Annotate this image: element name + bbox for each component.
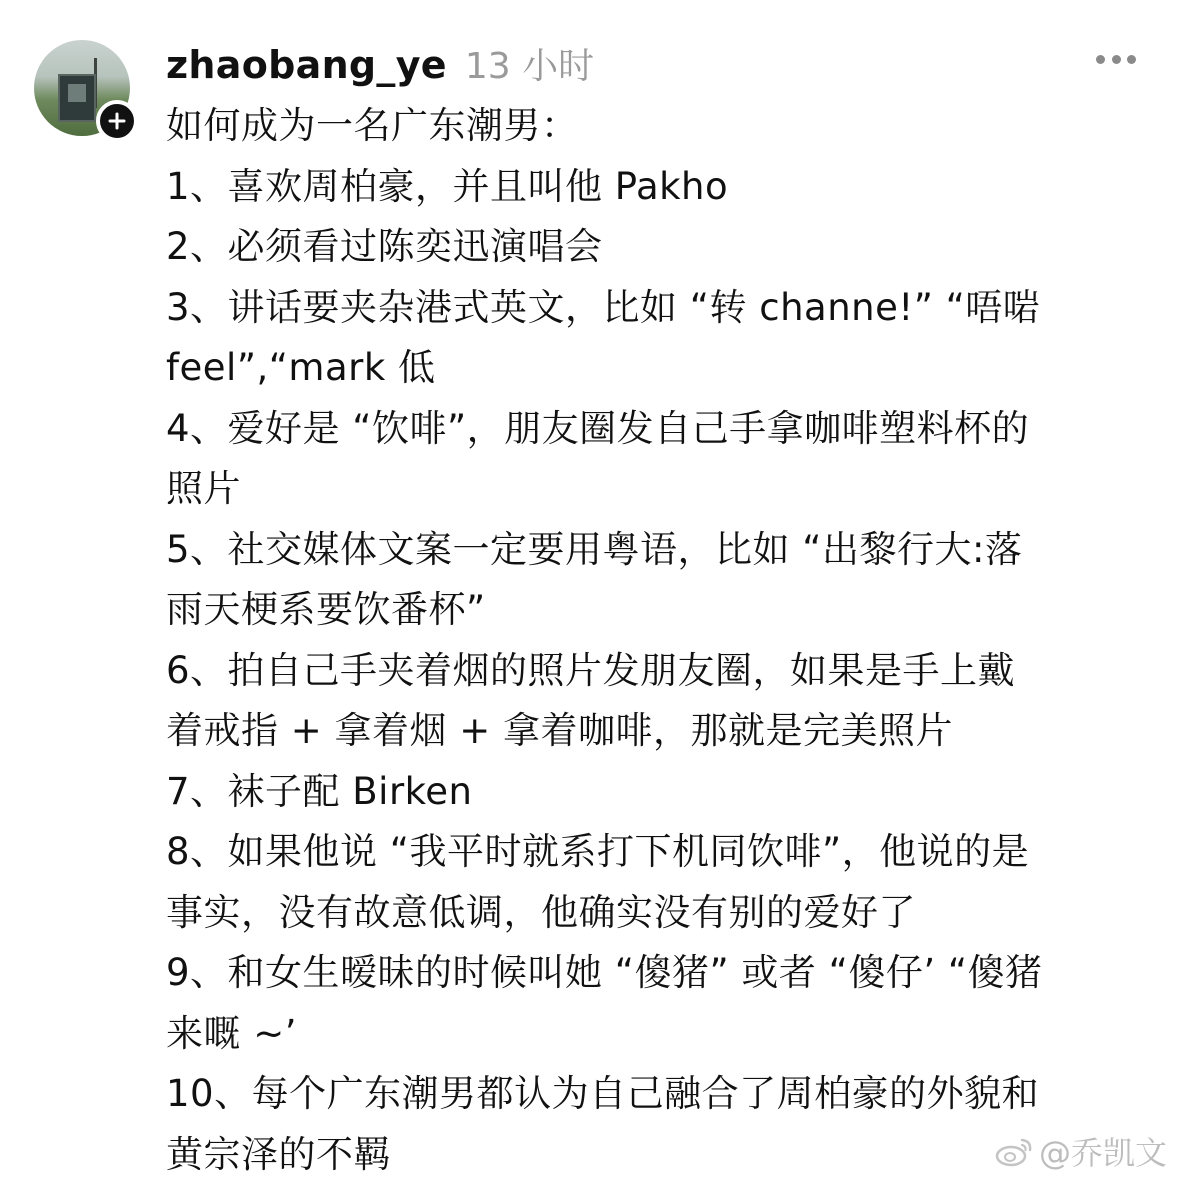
post-text-line: 5、社交媒体文案一定要用粤语，比如 “出黎行大:落 bbox=[166, 527, 1023, 571]
post-header bbox=[166, 38, 595, 87]
plus-icon bbox=[107, 111, 127, 131]
weibo-icon bbox=[995, 1134, 1035, 1168]
post-text-line: 9、和女生暧昧的时候叫她 “傻猪” 或者 “傻仔’ “傻猪 bbox=[166, 951, 1043, 994]
dot bbox=[1127, 55, 1136, 64]
post-text-line: 6、拍自己手夹着烟的照片发朋友圈，如果是手上戴 bbox=[166, 648, 1016, 692]
post-text-line: feel”,“mark 低 bbox=[166, 346, 436, 389]
post-text-line: 来嘅 ~’ bbox=[166, 1011, 298, 1055]
post-text-line: 事实，没有故意低调，他确实没有别的爱好了 bbox=[166, 890, 916, 934]
timestamp: 13 小时 bbox=[464, 46, 595, 87]
post-text-line: 照片 bbox=[166, 467, 241, 510]
post-text-line: 着戒指 + 拿着烟 + 拿着咖啡，那就是完美照片 bbox=[166, 709, 954, 752]
post-text-line: 黄宗泽的不羁 bbox=[166, 1132, 391, 1176]
post-text-line: 雨天梗系要饮番杯” bbox=[166, 588, 486, 631]
post-text-line: 7、袜子配 Birken bbox=[166, 769, 473, 813]
avatar[interactable] bbox=[34, 40, 136, 142]
post-text-line: 2、必须看过陈奕迅演唱会 bbox=[166, 225, 603, 268]
dot bbox=[1096, 55, 1105, 64]
post-text-line: 如何成为一名广东潮男： bbox=[166, 104, 579, 147]
post-text-line: 8、如果他说 “我平时就系打下机同饮啡”，他说的是 bbox=[166, 830, 1030, 873]
more-dots-icon[interactable] bbox=[1096, 55, 1136, 65]
post-text-line: 10、每个广东潮男都认为自己融合了周柏豪的外貌和 bbox=[166, 1072, 1040, 1115]
post-text-line: 1、喜欢周柏豪，并且叫他 Pakho bbox=[166, 164, 729, 208]
post-text-line: 3、讲话要夹杂港式英文，比如 “转 channe!” “唔啱 bbox=[166, 285, 1041, 329]
follow-button[interactable] bbox=[96, 100, 138, 142]
avatar-sign bbox=[58, 74, 96, 122]
post-text-line: 4、爱好是 “饮啡”，朋友圈发自己手拿咖啡塑料杯的 bbox=[166, 406, 1030, 450]
dot bbox=[1112, 55, 1121, 64]
watermark bbox=[995, 1128, 1167, 1174]
watermark-text: @乔凯文 bbox=[1038, 1134, 1167, 1172]
username[interactable]: zhaobang_ye bbox=[166, 43, 447, 87]
post-body bbox=[166, 96, 1156, 1185]
